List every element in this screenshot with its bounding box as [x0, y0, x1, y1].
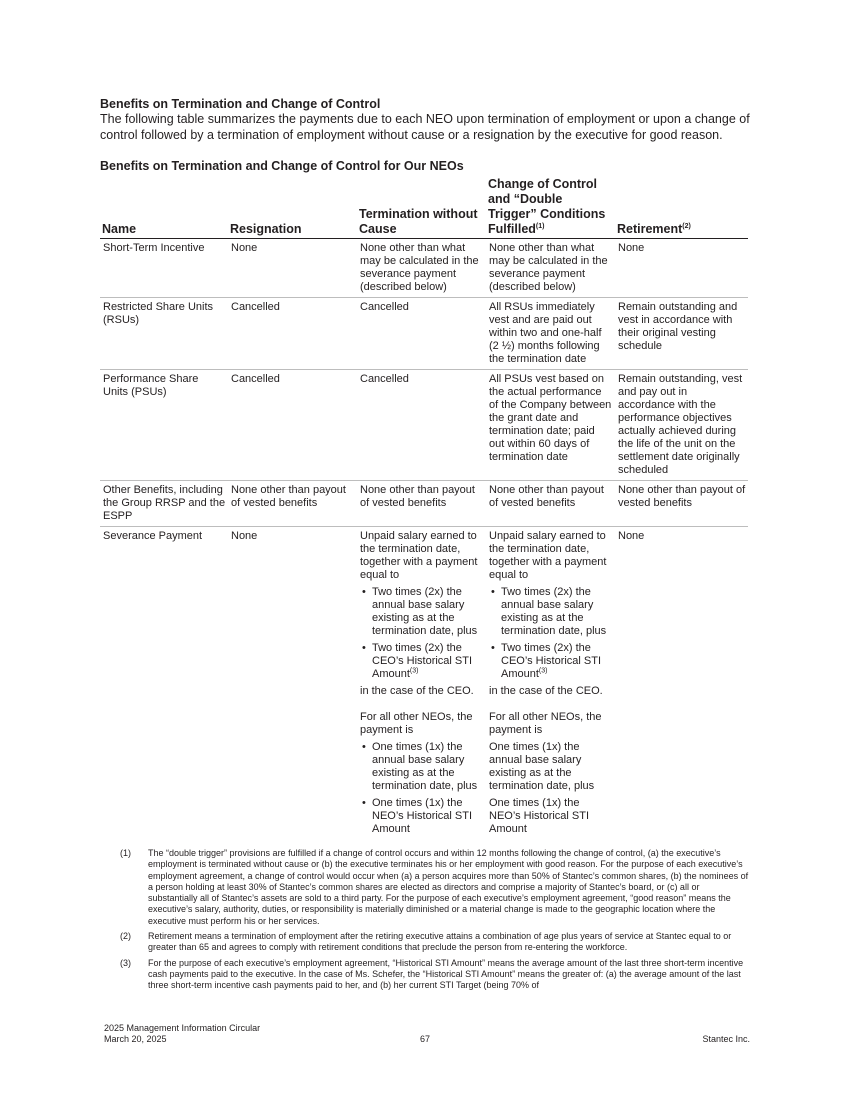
- cell-name: Performance Share Units (PSUs): [100, 370, 228, 481]
- footnote-ref: (2): [682, 222, 691, 230]
- footnote: [120, 848, 750, 927]
- table-title: Benefits on Termination and Change of Control for Our NEOs: [100, 159, 464, 173]
- benefits-table: [100, 177, 748, 843]
- table-row: [100, 481, 748, 527]
- cell-retirement: None other than payout of vested benefits: [615, 481, 748, 527]
- severance-lead: Unpaid salary earned to the termination date, together with a payment equal to: [360, 530, 478, 581]
- table-header-row: [100, 177, 748, 239]
- section-title: Benefits on Termination and Change of Control: [100, 97, 381, 111]
- table-row: [100, 239, 748, 298]
- cell-change-of-control: None other than payout of vested benefits: [486, 481, 615, 527]
- footnote-ref: (3): [409, 667, 419, 675]
- footnote-text: Retirement means a termination of employment after the retiring executive attains a combination of age plus years of service at Stantec equal to or greater than 65 and agrees to comply with retirement conditions that preclude the person from re-entering the workforce.: [148, 931, 732, 953]
- table-row: [100, 370, 748, 481]
- others-item: One times (1x) the NEO’s Historical STI Amount: [489, 797, 590, 835]
- footnote-number: (1): [120, 848, 131, 858]
- cell-resignation: None other than payout of vested benefits: [228, 481, 357, 527]
- footer-company: Stantec Inc.: [702, 1034, 750, 1044]
- cell-change-of-control: All PSUs vest based on the actual performance of the Company between the grant date and termination date; paid out within 60 days of termination date: [486, 370, 615, 481]
- cell-resignation: None: [231, 530, 258, 542]
- section-intro: The following table summarizes the payments due to each NEO upon termination of employment or upon a change of control followed by a termination of employment without cause or a resignation by the executive for good reason.: [100, 112, 750, 142]
- severance-lead: Unpaid salary earned to the termination date, together with a payment equal to: [489, 530, 607, 581]
- others-payment-list: [360, 741, 484, 836]
- cell-change-of-control: [486, 527, 615, 844]
- table-row: [100, 527, 748, 844]
- footer-date: March 20, 2025: [104, 1034, 167, 1044]
- ceo-tail: in the case of the CEO.: [360, 685, 474, 697]
- footnote: [120, 931, 750, 954]
- cell-termination: [357, 527, 486, 844]
- cell-name: Severance Payment: [103, 530, 203, 542]
- footer-doc-title: 2025 Management Information Circular: [104, 1023, 261, 1033]
- footnote: [120, 958, 750, 992]
- others-lead: For all other NEOs, the payment is: [489, 711, 602, 736]
- cell-resignation: Cancelled: [228, 370, 357, 481]
- list-item: • Two times (2x) the annual base salary existing as at the termination date, plus: [372, 586, 484, 638]
- cell-retirement: None: [618, 530, 645, 542]
- footnote-text: For the purpose of each executive’s employment agreement, “Historical STI Amount” means the average amount of the last three short-term incentive cash payments paid to the executive. In the case of Ms. Schefer, the “Historical STI Amount” means the greater of: (a) the average amount of the last three short-term incentive cash payments paid to her, and (b) her current STI Target (being 70% of: [148, 957, 744, 991]
- cell-change-of-control: All RSUs immediately vest and are paid out within two and one-half (2 ½) months following the termination date: [486, 298, 615, 370]
- footnotes: [120, 848, 750, 996]
- cell-retirement: Remain outstanding and vest in accordance with their original vesting schedule: [615, 298, 748, 370]
- ceo-payment-list: [360, 586, 484, 681]
- footnote-number: (2): [120, 931, 131, 942]
- table-row: [100, 298, 748, 370]
- cell-termination: Cancelled: [357, 370, 486, 481]
- list-item: • One times (1x) the annual base salary existing as at the termination date, plus: [372, 741, 484, 793]
- header-termination: Termination without Cause: [357, 177, 486, 239]
- cell-resignation: Cancelled: [228, 298, 357, 370]
- cell-retirement: Remain outstanding, vest and pay out in accordance with the performance objectives actually achieved during the life of the unit on the settlement date originally scheduled: [615, 370, 748, 481]
- ceo-payment-list: [489, 586, 613, 681]
- cell-change-of-control: None other than what may be calculated in the severance payment (described below): [486, 239, 615, 298]
- list-item: • One times (1x) the NEO’s Historical STI Amount: [372, 797, 484, 836]
- list-item: • Two times (2x) the annual base salary existing as at the termination date, plus: [501, 586, 613, 638]
- header-name: Name: [100, 177, 228, 239]
- others-item: One times (1x) the annual base salary existing as at the termination date, plus: [489, 741, 595, 792]
- cell-name: Short-Term Incentive: [100, 239, 228, 298]
- list-item: • Two times (2x) the CEO’s Historical STI Amount$^{(3)}$: [501, 642, 613, 681]
- header-retirement: Retirement$^{(2)}$: [615, 177, 748, 239]
- list-item: • Two times (2x) the CEO’s Historical STI Amount$^{(3)}$: [372, 642, 484, 681]
- header-change-of-control: Change of Control and “Double Trigger” Conditions Fulfilled$^{(1)}$: [486, 177, 615, 239]
- ceo-tail: in the case of the CEO.: [489, 685, 603, 697]
- cell-termination: None other than what may be calculated in the severance payment (described below): [357, 239, 486, 298]
- cell-resignation: None: [228, 239, 357, 298]
- cell-name: Other Benefits, including the Group RRSP and the ESPP: [100, 481, 228, 527]
- footnote-number: (3): [120, 957, 131, 968]
- cell-termination: Cancelled: [357, 298, 486, 370]
- footnote-ref: (3): [538, 667, 548, 675]
- footnote-ref: (1): [535, 222, 545, 230]
- footnote-text: The “double trigger” provisions are fulfilled if a change of control occurs and within 12 months following the change of control, (a) the executive’s employment is terminated without cause or (b) the executive terminates his or her employment with good reason. For the purpose of each executive’s employment agreement, a change of control would occur when (a) a person acquires more than 50% of Stantec’s common shares, (b) the nominees of a person holding at least 30% of Stantec’s common shares are elected as directors and comprise a majority of Stantec’s board, or (c) all or substantially all of Stantec’s assets are sold to a third party. For the purpose of each executive’s employment agreement, “good reason” means the executive’s salary, authority, duties, or responsibility is materially diminished or a material change is made to the geographic location where the executive must perform his or her services.: [148, 848, 749, 926]
- cell-retirement: None: [615, 239, 748, 298]
- cell-termination: None other than payout of vested benefits: [357, 481, 486, 527]
- header-resignation: Resignation: [228, 177, 357, 239]
- others-lead: For all other NEOs, the payment is: [360, 711, 473, 736]
- page-footer: [104, 1023, 750, 1045]
- cell-name: Restricted Share Units (RSUs): [100, 298, 228, 370]
- page-number: 67: [420, 1034, 431, 1044]
